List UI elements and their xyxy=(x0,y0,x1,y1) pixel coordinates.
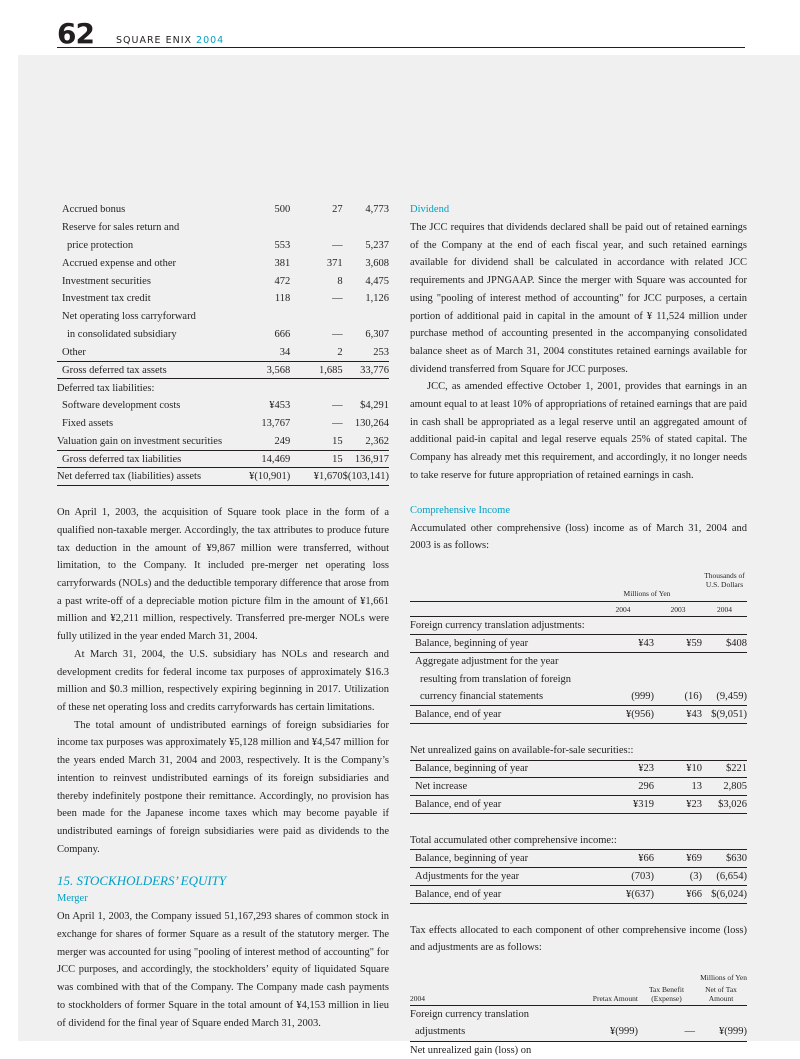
row-value-3: 5,237 xyxy=(365,239,389,251)
right-column xyxy=(410,201,747,1059)
row-label: Net deferred tax (liabilities) assets xyxy=(57,468,232,486)
row-value-3: $(6,024) xyxy=(702,885,747,903)
table-row xyxy=(57,361,389,379)
table-row xyxy=(57,397,389,415)
row-value-3 xyxy=(343,308,389,326)
brand-name xyxy=(116,35,224,46)
row-value-1: 381 xyxy=(274,257,291,269)
table-row xyxy=(410,760,747,778)
row-value-2: ¥1,670 xyxy=(290,468,342,486)
row-value-2: ¥59 xyxy=(654,635,702,653)
row-label: Balance, end of year xyxy=(410,706,592,724)
row-value-1: ¥453 xyxy=(269,400,291,412)
row-label: Accrued expense and other xyxy=(62,257,176,269)
row-value-2: (16) xyxy=(654,688,702,706)
row-value-3 xyxy=(702,653,747,671)
comprehensive-table-securities xyxy=(410,742,747,814)
deferred-tax-table xyxy=(57,201,389,486)
row-value-3: $(9,051) xyxy=(702,706,747,724)
year-col-1: 2004 xyxy=(615,604,631,614)
table-row xyxy=(57,343,389,361)
row-value-1: 553 xyxy=(274,239,291,251)
row-value-3: 33,776 xyxy=(343,361,389,379)
row-value-2: 15 xyxy=(332,435,343,447)
row-label: Reserve for sales return and xyxy=(62,222,180,234)
row-label: Balance, end of year xyxy=(410,796,592,814)
unit-usd-line2: U.S. Dollars xyxy=(705,579,744,589)
row-value-1: ¥43 xyxy=(592,635,654,653)
row-value-1: 500 xyxy=(274,204,291,216)
row-value-1: 34 xyxy=(279,346,291,358)
brand-year: 2004 xyxy=(196,35,225,46)
table-row xyxy=(57,272,389,290)
row-value-3: 3,608 xyxy=(365,257,389,269)
row-value-2 xyxy=(654,653,702,671)
row-value-2: 2 xyxy=(337,346,343,358)
row-label: Foreign currency translation xyxy=(410,1009,529,1021)
row-value-3: 2,805 xyxy=(702,778,747,796)
row-value-2 xyxy=(290,379,342,397)
row-value-2: — xyxy=(332,417,343,429)
group-title-total: Total accumulated other comprehensive income:: xyxy=(410,832,747,850)
row-value-1 xyxy=(558,1006,638,1024)
row-value-3: (9,459) xyxy=(702,688,747,706)
table-row xyxy=(410,706,747,724)
table-row xyxy=(410,868,747,886)
tax-effects-units-header xyxy=(410,971,747,1005)
row-value-3: $630 xyxy=(702,850,747,868)
row-value-3 xyxy=(702,670,747,688)
row-label: Investment securities xyxy=(62,275,151,287)
row-value-2: 27 xyxy=(332,204,343,216)
section-title-stockholders-equity: 15. STOCKHOLDERS’ EQUITY xyxy=(57,873,227,889)
row-value-2 xyxy=(290,308,342,326)
row-label: in consolidated subsidiary xyxy=(67,328,177,340)
row-label: Gross deferred tax liabilities xyxy=(57,450,232,468)
comprehensive-table-total xyxy=(410,832,747,904)
row-value-2: — xyxy=(332,328,343,340)
row-label: Fixed assets xyxy=(62,417,114,429)
row-value-3: 4,475 xyxy=(365,275,389,287)
table-row xyxy=(57,290,389,308)
row-value-3: 4,773 xyxy=(365,204,389,216)
tax-effects-unit: Millions of Yen xyxy=(700,973,747,983)
row-value-1: 14,469 xyxy=(232,450,291,468)
row-value-2 xyxy=(638,1041,695,1059)
table-row xyxy=(57,379,389,397)
group-title-securities: Net unrealized gains on available-for-sale securities:: xyxy=(410,742,747,760)
paragraph-merger: On April 1, 2003, the Company issued 51,167,293 shares of common stock in exchange for shares of former Square as a result of the statutory merger. The merger was accounted for using "pooling of interest method of accounting" for JCC purposes, and accordingly, the stockholders’ equity of liquidated Square was combined with that of the Company. The Company made cash payments to stockholders of former Square in the total amount of ¥4,153 million in lieu of dividend for the final year of Square ended March 31, 2003. xyxy=(57,911,389,1029)
row-value-3: $408 xyxy=(702,635,747,653)
table-row xyxy=(410,885,747,903)
paragraph-dividend-1: The JCC requires that dividends declared shall be paid out of retained earnings of the Company at the end of each fiscal year, and such retained earnings available for dividend shall be calculated in accordance with related JCC requirements and JPNGAAP. Since the merger with Square was accounted for using "pooling of interest method of accounting" for JCC purposes, a certain portion of additional paid in capital in the amount of ¥ 11,524 million under purchase method of accounting presented in the accompanying consolidated balance sheet as of March 31, 2004 constitutes retained earnings available for dividend transferred from Square for JCC purposes. xyxy=(410,222,747,375)
row-value-1: 13,767 xyxy=(261,417,291,429)
table-row xyxy=(410,832,747,850)
row-value-3: 136,917 xyxy=(343,450,389,468)
row-value-3 xyxy=(695,1041,747,1059)
row-value-3: 253 xyxy=(373,346,389,358)
page-number: 62 xyxy=(57,17,94,50)
row-value-3 xyxy=(695,1006,747,1024)
table-row xyxy=(57,415,389,433)
table-row xyxy=(57,219,389,237)
row-value-1 xyxy=(232,379,291,397)
unit-yen-label: Millions of Yen xyxy=(623,588,671,598)
row-value-2: 371 xyxy=(326,257,343,269)
row-value-1: ¥23 xyxy=(592,760,654,778)
year-col-3: 2004 xyxy=(717,604,732,614)
dividend-heading: Dividend xyxy=(410,204,450,215)
row-value-2: ¥43 xyxy=(654,706,702,724)
row-value-2: — xyxy=(332,400,343,412)
table-row xyxy=(410,1041,747,1059)
table-row xyxy=(410,617,747,635)
row-value-1: 249 xyxy=(274,435,291,447)
row-value-2: — xyxy=(332,293,343,305)
row-value-2: — xyxy=(332,239,343,251)
row-label: Deferred tax liabilities: xyxy=(57,382,155,394)
row-value-2: — xyxy=(638,1023,695,1041)
table-row xyxy=(57,201,389,219)
table-row xyxy=(57,308,389,326)
tax-effects-table xyxy=(410,1005,747,1059)
row-value-1: 118 xyxy=(274,293,291,305)
row-value-3: 130,264 xyxy=(354,417,389,429)
paragraph-comprehensive-intro: Accumulated other comprehensive (loss) income as of March 31, 2004 and 2003 is as follows: xyxy=(410,522,747,552)
row-value-1: ¥319 xyxy=(592,796,654,814)
row-value-3: 6,307 xyxy=(365,328,389,340)
row-value-2 xyxy=(638,1006,695,1024)
row-label: Net unrealized gain (loss) on xyxy=(410,1044,532,1056)
left-column xyxy=(57,201,389,1032)
brand-text: SQUARE ENIX xyxy=(116,35,193,46)
row-label: Balance, beginning of year xyxy=(410,635,592,653)
table-row xyxy=(410,670,747,688)
paragraph-dividend-2: JCC, as amended effective October 1, 2001, provides that earnings in an amount equal to at least 10% of appropriations of retained earnings that are paid in cash shall be appropriated as a legal reserve until an aggregated amount of additional paid-in capital and legal reserve equals 25% of stated capital. The Company has already met this requirement, and accordingly, it no longer needs to take reserve for future appropriation of retained earnings in cash. xyxy=(410,381,747,481)
row-value-1: ¥(10,901) xyxy=(232,468,291,486)
page-header xyxy=(57,18,745,48)
table-row xyxy=(57,468,389,486)
row-label: Software development costs xyxy=(62,400,181,412)
row-value-2: ¥23 xyxy=(654,796,702,814)
row-value-1: ¥(999) xyxy=(558,1023,638,1041)
row-value-3 xyxy=(343,219,389,237)
table-row xyxy=(410,796,747,814)
row-value-1: 296 xyxy=(592,778,654,796)
row-value-1 xyxy=(592,653,654,671)
table-row xyxy=(410,1023,747,1041)
col-net-of-tax-1: Net of Tax xyxy=(705,985,737,995)
row-value-2: 1,685 xyxy=(290,361,342,379)
col-tax-benefit-1: Tax Benefit xyxy=(648,985,685,995)
row-value-1: ¥(956) xyxy=(592,706,654,724)
row-label: Other xyxy=(62,346,86,358)
row-value-2: 15 xyxy=(290,450,342,468)
row-value-3: $(103,141) xyxy=(343,468,389,486)
group-title-fx: Foreign currency translation adjustments: xyxy=(410,620,585,632)
table-row xyxy=(57,450,389,468)
row-label: Balance, beginning of year xyxy=(410,850,592,868)
table-row xyxy=(410,1006,747,1024)
row-label: Valuation gain on investment securities xyxy=(57,435,223,447)
row-label: currency financial statements xyxy=(410,688,592,706)
row-label: Balance, beginning of year xyxy=(410,760,592,778)
row-value-3: (6,654) xyxy=(702,868,747,886)
row-value-2: ¥69 xyxy=(654,850,702,868)
row-label: adjustments xyxy=(410,1023,558,1041)
table-row xyxy=(57,237,389,255)
table-row xyxy=(57,326,389,344)
row-value-3 xyxy=(343,379,389,397)
tax-effects-year: 2004 xyxy=(410,994,425,1004)
row-value-3: $221 xyxy=(702,760,747,778)
table-row xyxy=(410,653,747,671)
row-value-2 xyxy=(654,670,702,688)
row-value-1 xyxy=(592,670,654,688)
paragraph-tax-effects-intro: Tax effects allocated to each component of other comprehensive income (loss) and adjustments are as follows: xyxy=(410,924,747,954)
row-label: Net operating loss carryforward xyxy=(62,311,196,323)
row-value-2: 8 xyxy=(337,275,343,287)
row-value-1: 666 xyxy=(274,328,291,340)
row-value-1: ¥66 xyxy=(592,850,654,868)
row-value-1: (999) xyxy=(592,688,654,706)
table-row xyxy=(410,850,747,868)
row-value-1: 472 xyxy=(274,275,291,287)
merger-heading: Merger xyxy=(57,893,88,905)
table-row xyxy=(57,254,389,272)
row-value-2: 13 xyxy=(654,778,702,796)
col-tax-benefit-2: (Expense) xyxy=(651,994,682,1004)
row-label: Adjustments for the year xyxy=(410,868,592,886)
comprehensive-units-header xyxy=(410,569,747,601)
row-label: Gross deferred tax assets xyxy=(57,361,232,379)
row-value-1: ¥(637) xyxy=(592,885,654,903)
table-row xyxy=(57,432,389,450)
row-label: Accrued bonus xyxy=(62,204,126,216)
comprehensive-table-fx xyxy=(410,617,747,724)
paragraph-merger-tax: On April 1, 2003, the acquisition of Square took place in the form of a qualified non-taxable merger. Accordingly, the tax attributes to produce future tax deduction in the amount of ¥9,867 million were transferred, without limitation, to the Company. It included pre-merger net operating loss carryforwards (NOLs) and the deductible temporary difference that arose from a past write-off of a depreciable motion picture film in the amount of ¥1,661 million and ¥2,211 million, respectively. Transferred pre-merger NOLs were fully utilized in the year ended March 31, 2004. xyxy=(57,507,389,643)
row-value-1 xyxy=(232,219,291,237)
row-value-2: (3) xyxy=(654,868,702,886)
table-row xyxy=(410,742,747,760)
row-label: Balance, end of year xyxy=(410,885,592,903)
unit-usd-line1: Thousands of xyxy=(704,570,745,580)
col-net-of-tax-2: Amount xyxy=(708,994,734,1004)
row-value-2 xyxy=(290,219,342,237)
row-value-3: $4,291 xyxy=(360,400,389,412)
row-value-2: ¥10 xyxy=(654,760,702,778)
row-label: price protection xyxy=(67,239,134,251)
row-value-1: 3,568 xyxy=(232,361,291,379)
row-value-2: ¥66 xyxy=(654,885,702,903)
paragraph-undistributed-earnings: The total amount of undistributed earnings of foreign subsidiaries for income tax purposes was approximately ¥5,128 million and ¥4,547 million for the years ended March 31, 2004 and 2003, respectively. It is the Company’s intention to reinvest undistributed earnings of its foreign subsidiaries and thereby indefinitely postpone their remittance. Accordingly, no provision has been made for the Japanese income taxes which may become payable if undistributed earnings of foreign subsidiaries were paid as dividends to the Company. xyxy=(57,719,389,855)
row-value-1 xyxy=(558,1041,638,1059)
row-value-3: 2,362 xyxy=(365,435,389,447)
year-col-2: 2003 xyxy=(670,604,686,614)
row-label: resulting from translation of foreign xyxy=(420,673,572,685)
comprehensive-income-heading: Comprehensive Income xyxy=(410,504,511,516)
row-label: Net increase xyxy=(410,778,592,796)
table-row xyxy=(410,778,747,796)
row-value-1 xyxy=(232,308,291,326)
row-value-3: $3,026 xyxy=(702,796,747,814)
table-row xyxy=(410,688,747,706)
row-label: Aggregate adjustment for the year xyxy=(415,656,559,668)
comprehensive-years-header xyxy=(410,601,747,617)
row-value-3: ¥(999) xyxy=(695,1023,747,1041)
table-row xyxy=(410,635,747,653)
paragraph-us-subsidiary: At March 31, 2004, the U.S. subsidiary has NOLs and research and development credits for federal income tax purposes of approximately $16.3 million and $0.3 million, respectively expiring beginning in 2017. Utilization of these net operating loss and credits carryforwards has certain limitations. xyxy=(57,648,389,713)
col-pretax: Pretax Amount xyxy=(592,994,638,1004)
row-label: Investment tax credit xyxy=(62,293,151,305)
row-value-3: 1,126 xyxy=(365,293,389,305)
row-value-1: (703) xyxy=(592,868,654,886)
